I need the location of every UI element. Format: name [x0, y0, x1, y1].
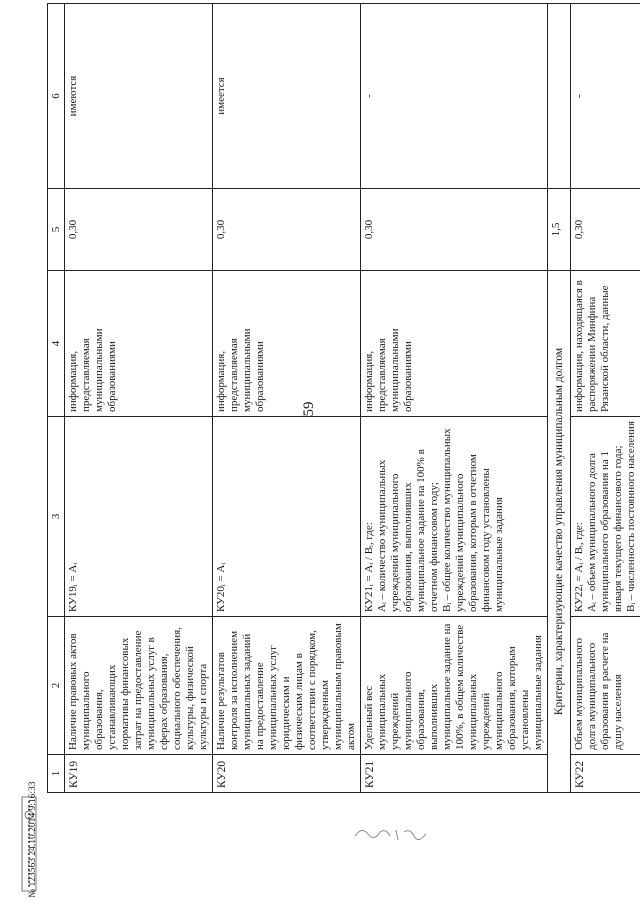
- row-code: КУ22: [571, 755, 640, 793]
- row-weight: 0,30: [65, 189, 213, 271]
- column-header: 6: [48, 4, 65, 189]
- row-name: Наличие результатов контроля за исполнением муниципальных заданий на предоставление муниципальных услуг юридическим и физическим лицам в соответствии с порядком, утвержденным муниципальным правовым актом: [213, 617, 361, 755]
- row-note: имеется: [213, 4, 361, 189]
- row-formula: КУ21ᵢ = Аᵢ / Вᵢ, где: Аᵢ – количество муниципальных учреждений муниципального образования, выполнивших муниципальное задание на 100% в отчетном финансовом году; Вᵢ – общее количество муниципальных учреждений муниципального образования, которым в отчетном финансовом году установлены муниципальные задания: [361, 417, 548, 617]
- column-header: 3: [48, 417, 65, 617]
- criteria-table-rotated: [47, 4, 637, 793]
- section-weight: 1,5: [548, 189, 571, 271]
- column-header: 4: [48, 271, 65, 417]
- row-code: КУ21: [361, 755, 548, 793]
- section-title: Критерии, характеризующие качество управления муниципальным долгом: [548, 271, 571, 793]
- row-note: -: [571, 4, 640, 189]
- column-header: 1: [48, 755, 65, 793]
- row-weight: 0,30: [571, 189, 640, 271]
- row-source: информация, представляемая муниципальными образованиями: [213, 271, 361, 417]
- criteria-table-container: [47, 4, 637, 793]
- row-weight: 0,30: [361, 189, 548, 271]
- row-note: имеются: [65, 4, 213, 189]
- row-name: Удельный вес муниципальных учреждений муниципального образования, выполнивших муниципальное задание на 100%, в общем количестве муниципальных учреждений муниципального образования, которым установлены муниципальные задания: [361, 617, 548, 755]
- criteria-table: [47, 3, 640, 793]
- table-row: [213, 4, 361, 793]
- row-formula: КУ19ᵢ = Аᵢ: [65, 417, 213, 617]
- row-formula: КУ20ᵢ = Аᵢ: [213, 417, 361, 617]
- section-row: [548, 4, 571, 793]
- table-row: [571, 4, 640, 793]
- column-header: 2: [48, 617, 65, 755]
- row-note: -: [361, 4, 548, 189]
- row-weight: 0,30: [213, 189, 361, 271]
- row-name: Наличие правовых актов муниципального образования, устанавливающих нормативы финансовых затрат на предоставление муниципальных услуг в сферах образования, социального обеспечения, культуры, физической культуры и спорта: [65, 617, 213, 755]
- table-row: [361, 4, 548, 793]
- table-header-row: [48, 4, 65, 793]
- row-source: информация, представляемая муниципальными образованиями: [361, 271, 548, 417]
- row-formula: КУ22ᵢ = Аᵢ / Вᵢ, где: Аᵢ – объем муниципального долга муниципального образования на 1 января текущего финансового года; Вᵢ – численность постоянного населения: [571, 417, 640, 617]
- row-code: КУ20: [213, 755, 361, 793]
- signature-mark-icon: [350, 818, 440, 848]
- row-name: Объем муниципального долга муниципального образования в расчете на душу населения: [571, 617, 640, 755]
- table-row: [65, 4, 213, 793]
- section-empty-cell: [548, 4, 571, 189]
- page-number: 59: [301, 401, 317, 417]
- row-source: информация, представляемая муниципальными образованиями: [65, 271, 213, 417]
- document-footer: № 123563 24.10.2014 9:16:33: [28, 781, 38, 898]
- row-source: информация, находящаяся в распоряжении Минфина Рязанской области, данные: [571, 271, 640, 417]
- row-code: КУ19: [65, 755, 213, 793]
- column-header: 5: [48, 189, 65, 271]
